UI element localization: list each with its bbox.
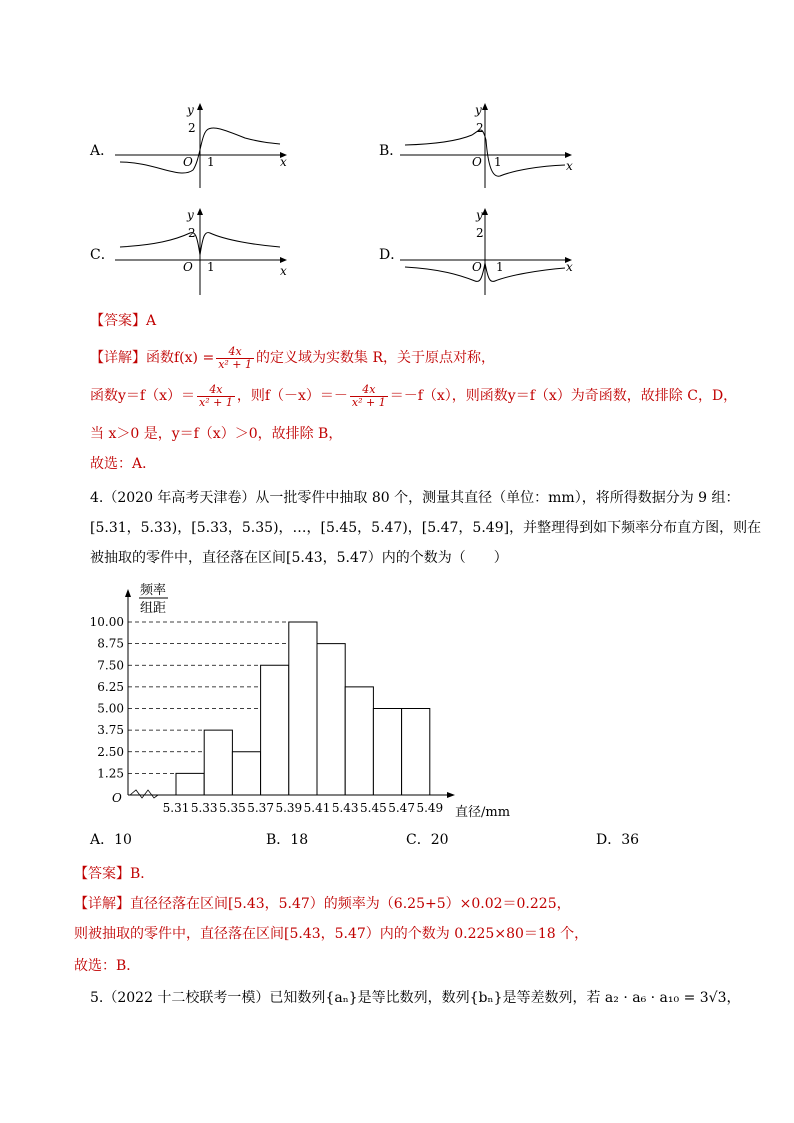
- x-tick-label: 5.41: [303, 801, 331, 815]
- option-c-one: 1: [207, 260, 215, 274]
- q3-frac3-den: x² + 1: [351, 395, 386, 409]
- option-a-x: x: [280, 155, 287, 169]
- q3-detail-line1: [90, 340, 495, 376]
- option-a-y: y: [187, 103, 194, 117]
- q4-option-d: D．36: [596, 832, 640, 848]
- q3-detail-l2-a: 函数y＝f（x）＝: [90, 388, 195, 404]
- q3-answer: 【答案】A: [90, 313, 157, 329]
- y-label-bottom: 组距: [140, 601, 167, 616]
- q4-detail-tag: 【详解】: [74, 896, 130, 912]
- option-d-graph: [400, 205, 580, 300]
- option-a-origin: O: [183, 155, 193, 169]
- option-a-label: A．: [90, 143, 115, 159]
- option-b-graph: [400, 100, 580, 190]
- option-a-two: 2: [188, 121, 196, 135]
- y-tick-label: 2.50: [97, 744, 124, 759]
- histogram-bar: [261, 665, 289, 795]
- y-tick-label: 5.00: [97, 701, 124, 716]
- option-c-y: y: [187, 208, 194, 222]
- histogram-bar: [345, 687, 373, 795]
- axis-break-mark: [130, 790, 158, 798]
- q3-frac1-num: 4x: [216, 346, 254, 359]
- option-b-y: y: [475, 103, 482, 117]
- q3-detail-line2: [90, 378, 737, 414]
- q3-frac1-den: x² + 1: [218, 357, 253, 371]
- q4-option-a: A．10: [90, 832, 132, 848]
- histogram-bar: [402, 709, 430, 796]
- q3-detail-l1-a: 函数f(x) =: [146, 350, 215, 366]
- y-label-top: 频率: [140, 583, 167, 598]
- y-axis-arrow: [125, 589, 131, 597]
- option-c-origin: O: [183, 260, 193, 274]
- origin-label: O: [112, 791, 122, 805]
- q4-line3: 被抽取的零件中，直径落在区间[5.43，5.47）内的个数为（ ）: [90, 550, 508, 566]
- option-d-origin: O: [472, 260, 482, 274]
- option-c-two: 2: [188, 226, 196, 240]
- q4-detail-line1: [74, 894, 571, 914]
- q3-frac1: [216, 346, 254, 371]
- q4-line1: 4.（2020 年高考天津卷）从一批零件中抽取 80 个，测量其直径（单位：mm），将所得数据分为 9 组：: [90, 490, 740, 506]
- x-tick-label: 5.49: [416, 801, 444, 815]
- x-tick-label: 5.45: [360, 801, 387, 815]
- histogram-bar: [204, 730, 232, 795]
- y-tick-label: 1.25: [97, 766, 124, 781]
- q5-text: 5.（2022 十二校联考一模）已知数列{aₙ}是等比数列，数列{bₙ}是等差数列，若 a₂ · a₆ · a₁₀ = 3√3，: [90, 990, 741, 1006]
- option-b-label: B．: [379, 143, 404, 159]
- y-tick-label: 10.00: [89, 615, 124, 629]
- option-d-one: 1: [496, 260, 504, 274]
- x-tick-label: 5.43: [331, 801, 359, 815]
- q3-frac2-num: 4x: [197, 384, 235, 397]
- q3-frac3: [350, 384, 388, 409]
- option-d-label: D．: [379, 247, 405, 263]
- option-c-x: x: [280, 264, 287, 278]
- x-tick-label: 5.33: [190, 801, 218, 815]
- histogram-bar: [232, 752, 260, 795]
- histogram-bar: [317, 644, 345, 795]
- q3-frac2-den: x² + 1: [199, 395, 233, 409]
- q3-frac3-num: 4x: [350, 384, 388, 397]
- option-a-one: 1: [207, 155, 215, 169]
- option-b-one: 1: [494, 155, 502, 169]
- q3-detail-line3: 当 x＞0 是，y＝f（x）＞0，故排除 B，: [90, 426, 343, 442]
- option-b-origin: O: [472, 155, 482, 169]
- x-axis-arrow: [447, 792, 455, 798]
- histogram-bar: [373, 709, 401, 796]
- x-tick-label: 5.37: [247, 801, 274, 815]
- q3-detail-l1-b: 的定义域为实数集 R，关于原点对称，: [256, 350, 496, 366]
- option-d-two: 2: [476, 226, 484, 240]
- option-c-label: C．: [90, 247, 115, 263]
- x-axis-label: 直径/mm: [455, 805, 511, 820]
- x-tick-label: 5.47: [388, 801, 415, 815]
- x-tick-label: 5.35: [219, 801, 246, 815]
- histogram-bar: [176, 773, 204, 795]
- q4-option-b: B．18: [266, 832, 309, 848]
- y-tick-label: 8.75: [97, 636, 124, 651]
- q3-detail-tag: 【详解】: [90, 350, 146, 366]
- q4-choose: 故选：B．: [74, 958, 141, 974]
- option-a-graph: [115, 100, 295, 190]
- y-tick-label: 6.25: [97, 679, 124, 694]
- x-tick-label: 5.31: [162, 801, 190, 815]
- option-b-x: x: [566, 159, 573, 173]
- q4-detail-l1: 直径径落在区间[5.43，5.47）的频率为（6.25+5）×0.02＝0.225，: [130, 896, 571, 912]
- option-c-graph: [115, 205, 295, 300]
- y-tick-label: 7.50: [97, 658, 124, 673]
- q4-answer: 【答案】B．: [74, 866, 155, 882]
- option-d-y: y: [476, 208, 483, 222]
- option-d-x: x: [566, 260, 573, 274]
- q4-line2: [5.31，5.33)，[5.33，5.35)，…，[5.45，5.47)，[5.47，5.49]，并整理得到如下频率分布直方图，则在: [90, 520, 762, 536]
- q3-detail-l2-c: ＝－f（x），则函数y＝f（x）为奇函数，故排除 C，D，: [389, 388, 738, 404]
- q4-option-c: C．20: [406, 832, 449, 848]
- q3-choose: 故选：A．: [90, 456, 157, 472]
- q4-detail-line2: 则被抽取的零件中，直径落在区间[5.43，5.47）内的个数为 0.225×80＝18 个，: [74, 926, 589, 942]
- histogram-chart: [60, 580, 580, 820]
- q3-frac2: [197, 384, 235, 409]
- q3-detail-l2-b: ，则f（－x）＝－: [236, 388, 348, 404]
- y-tick-label: 3.75: [97, 723, 124, 738]
- x-tick-label: 5.39: [275, 801, 303, 815]
- histogram-bar: [289, 622, 317, 795]
- option-b-two: 2: [476, 121, 484, 135]
